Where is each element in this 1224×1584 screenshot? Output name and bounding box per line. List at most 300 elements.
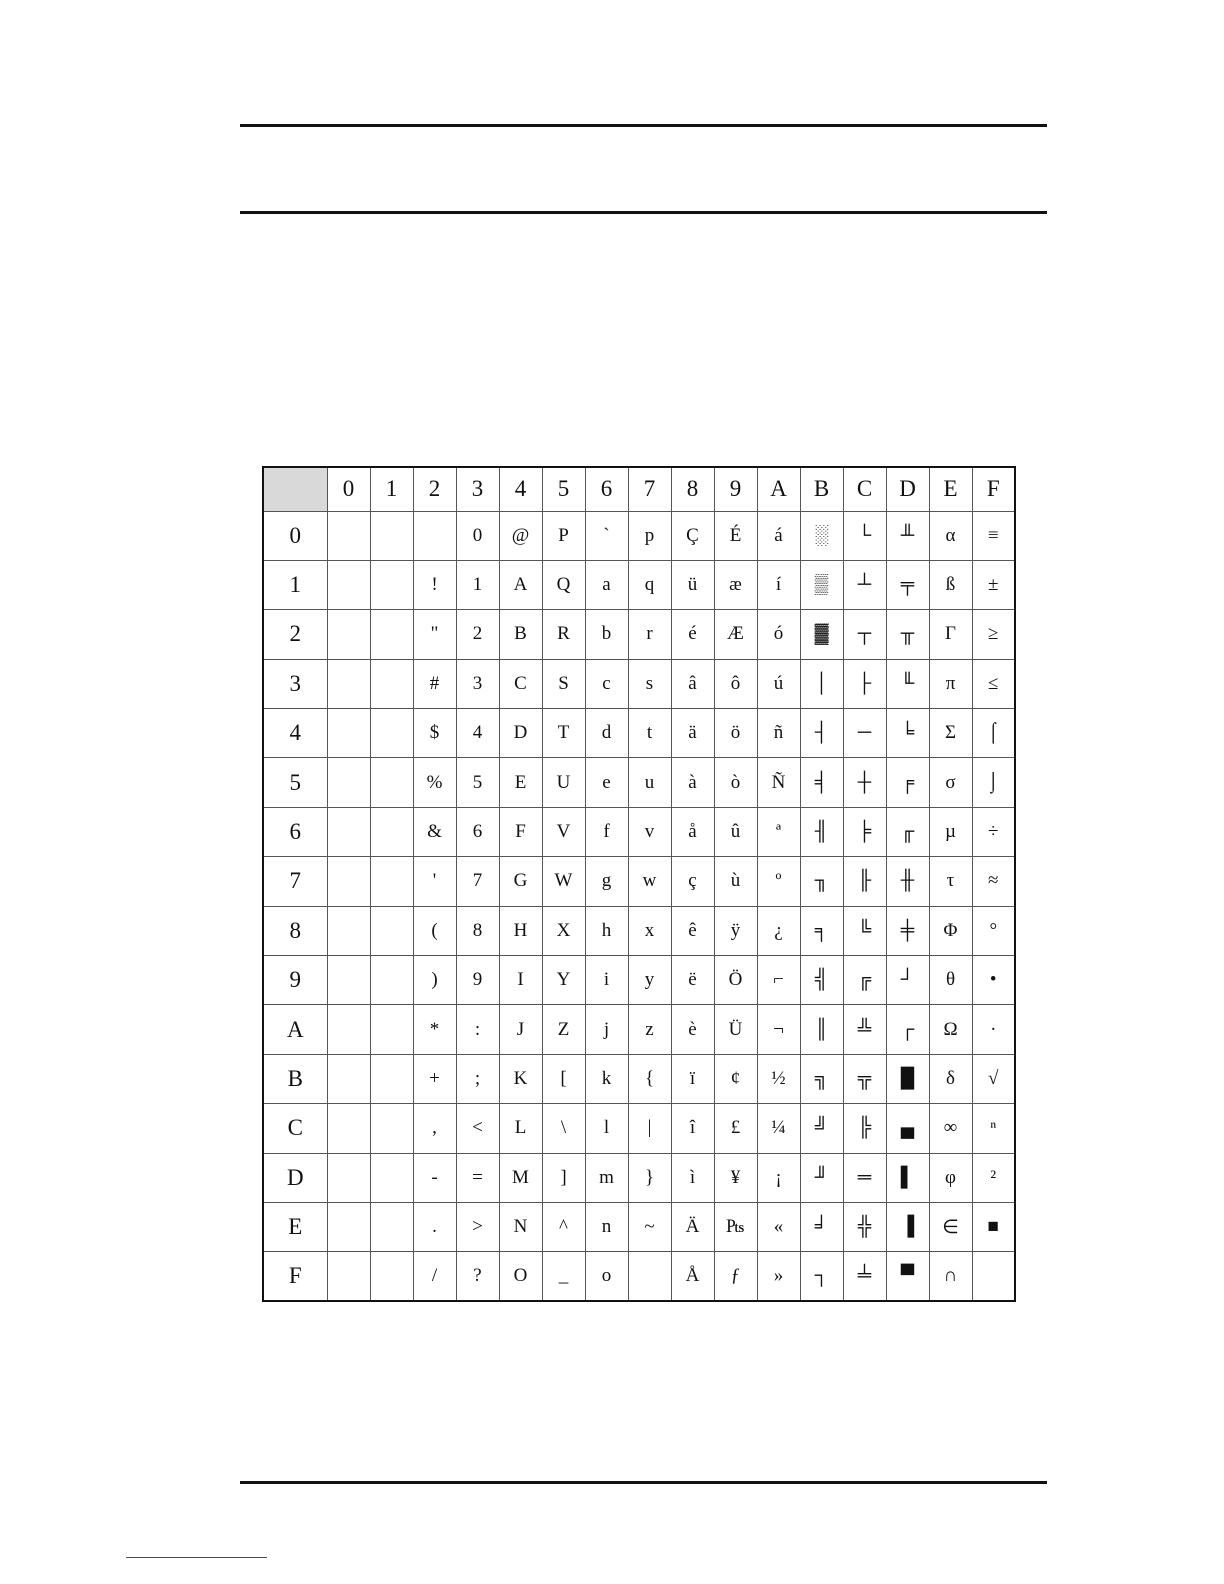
char-cell: ╝ [800,1104,843,1153]
char-cell: 5 [456,758,499,807]
char-cell: E [499,758,542,807]
column-header: 0 [327,467,370,511]
char-cell: L [499,1104,542,1153]
char-cell: ⌠ [972,709,1015,758]
char-cell [327,1054,370,1103]
char-cell: ╜ [800,1153,843,1202]
char-cell: { [628,1054,671,1103]
char-cell [370,610,413,659]
char-cell: 2 [456,610,499,659]
char-cell: ▐ [886,1202,929,1251]
table-row [263,709,1015,758]
char-cell: @ [499,511,542,560]
char-cell: ╔ [843,956,886,1005]
table-row [263,1252,1015,1301]
char-cell: ╓ [886,807,929,856]
char-cell: ┬ [843,610,886,659]
char-cell: ▄ [886,1104,929,1153]
char-cell: P [542,511,585,560]
char-cell: ½ [757,1054,800,1103]
char-cell: ò [714,758,757,807]
char-cell: √ [972,1054,1015,1103]
char-cell [327,1252,370,1301]
column-header: 2 [413,467,456,511]
char-cell [370,758,413,807]
char-cell [628,1252,671,1301]
char-cell: ü [671,560,714,609]
row-header: 7 [263,857,327,906]
char-cell: f [585,807,628,856]
char-cell: r [628,610,671,659]
char-cell: ° [972,906,1015,955]
char-cell: ╡ [800,758,843,807]
char-cell: / [413,1252,456,1301]
char-cell: y [628,956,671,1005]
row-header: 8 [263,906,327,955]
char-cell: ó [757,610,800,659]
table-row [263,1104,1015,1153]
char-cell: ä [671,709,714,758]
char-cell: ╩ [843,1005,886,1054]
char-cell: ╬ [843,1202,886,1251]
char-cell: ╒ [886,758,929,807]
char-cell: 7 [456,857,499,906]
char-cell: º [757,857,800,906]
char-cell [370,1202,413,1251]
char-cell: p [628,511,671,560]
char-cell: } [628,1153,671,1202]
char-cell [370,1005,413,1054]
char-cell: ù [714,857,757,906]
char-cell: Z [542,1005,585,1054]
character-code-table [262,466,1016,1302]
char-cell [370,560,413,609]
char-cell: H [499,906,542,955]
char-cell: I [499,956,542,1005]
table-row [263,857,1015,906]
char-cell: ┘ [886,956,929,1005]
top-rule [240,124,1047,127]
char-cell [370,956,413,1005]
char-cell: è [671,1005,714,1054]
char-cell: S [542,659,585,708]
char-cell [370,906,413,955]
char-cell: Y [542,956,585,1005]
char-cell: X [542,906,585,955]
row-header: C [263,1104,327,1153]
char-cell: Ä [671,1202,714,1251]
char-cell: ì [671,1153,714,1202]
char-cell: Ñ [757,758,800,807]
char-cell: ≤ [972,659,1015,708]
char-cell: M [499,1153,542,1202]
char-cell [327,1202,370,1251]
char-cell: = [456,1153,499,1202]
char-cell [972,1252,1015,1301]
char-cell: & [413,807,456,856]
char-cell: ▒ [800,560,843,609]
char-cell: 8 [456,906,499,955]
table-row [263,1202,1015,1251]
column-header: B [800,467,843,511]
row-header: 3 [263,659,327,708]
char-cell: ∞ [929,1104,972,1153]
char-cell: k [585,1054,628,1103]
char-cell: τ [929,857,972,906]
char-cell: e [585,758,628,807]
footer-link-underline [126,1557,267,1558]
char-cell: ñ [757,709,800,758]
row-header: A [263,1005,327,1054]
char-cell: ƒ [714,1252,757,1301]
char-cell [370,659,413,708]
char-cell: æ [714,560,757,609]
char-cell: ─ [843,709,886,758]
char-cell: c [585,659,628,708]
char-cell: N [499,1202,542,1251]
char-cell: ║ [800,1005,843,1054]
char-cell: # [413,659,456,708]
char-cell: ¼ [757,1104,800,1153]
char-cell: â [671,659,714,708]
char-cell: σ [929,758,972,807]
char-cell: ╖ [800,857,843,906]
char-cell: ╞ [843,807,886,856]
row-header: F [263,1252,327,1301]
char-cell [327,560,370,609]
char-cell: ╫ [886,857,929,906]
char-cell: ╤ [886,560,929,609]
char-cell [327,610,370,659]
char-cell: < [456,1104,499,1153]
char-cell: ╧ [843,1252,886,1301]
column-header: 9 [714,467,757,511]
char-cell: ² [972,1153,1015,1202]
char-cell: x [628,906,671,955]
char-cell: ? [456,1252,499,1301]
char-cell: l [585,1104,628,1153]
char-cell: ▓ [800,610,843,659]
char-cell: à [671,758,714,807]
char-cell: m [585,1153,628,1202]
row-header: D [263,1153,327,1202]
table-row [263,1005,1015,1054]
char-cell: [ [542,1054,585,1103]
char-cell: ┐ [800,1252,843,1301]
char-cell: ≥ [972,610,1015,659]
char-cell: Q [542,560,585,609]
column-header: 4 [499,467,542,511]
row-header: 6 [263,807,327,856]
row-header: 2 [263,610,327,659]
char-cell: « [757,1202,800,1251]
char-cell: ( [413,906,456,955]
char-cell: ┤ [800,709,843,758]
char-cell: ═ [843,1153,886,1202]
char-cell: z [628,1005,671,1054]
char-cell: a [585,560,628,609]
char-cell [370,1104,413,1153]
char-cell: π [929,659,972,708]
header-rule [240,211,1047,214]
char-cell [327,906,370,955]
row-header: E [263,1202,327,1251]
char-cell: ╕ [800,906,843,955]
char-cell: V [542,807,585,856]
char-cell: U [542,758,585,807]
char-cell: \ [542,1104,585,1153]
table-row [263,511,1015,560]
column-header: A [757,467,800,511]
char-cell: , [413,1104,456,1153]
char-cell: ╟ [843,857,886,906]
row-header: 4 [263,709,327,758]
row-header: B [263,1054,327,1103]
char-cell: C [499,659,542,708]
char-cell: ∩ [929,1252,972,1301]
char-cell [327,857,370,906]
char-cell [370,1153,413,1202]
char-cell: ¡ [757,1153,800,1202]
char-cell: B [499,610,542,659]
char-cell: t [628,709,671,758]
char-cell: Φ [929,906,972,955]
char-cell: h [585,906,628,955]
char-cell: ╢ [800,807,843,856]
char-cell: Æ [714,610,757,659]
column-header: 6 [585,467,628,511]
char-cell: µ [929,807,972,856]
char-cell [327,511,370,560]
char-cell [327,659,370,708]
column-header-row [263,467,1015,511]
char-cell: ± [972,560,1015,609]
char-cell: ÿ [714,906,757,955]
char-cell: K [499,1054,542,1103]
char-cell: ú [757,659,800,708]
char-cell: > [456,1202,499,1251]
row-header: 1 [263,560,327,609]
char-cell: R [542,610,585,659]
char-cell: ) [413,956,456,1005]
table-row [263,659,1015,708]
char-cell: Å [671,1252,714,1301]
char-cell: á [757,511,800,560]
char-cell: ; [456,1054,499,1103]
char-cell: û [714,807,757,856]
table-row [263,1153,1015,1202]
char-cell: ¥ [714,1153,757,1202]
char-cell: ¢ [714,1054,757,1103]
char-cell: ë [671,956,714,1005]
char-cell: ` [585,511,628,560]
char-cell: · [972,1005,1015,1054]
char-cell: Ö [714,956,757,1005]
char-cell: ⌐ [757,956,800,1005]
char-cell: ⌡ [972,758,1015,807]
row-header: 0 [263,511,327,560]
column-header: 1 [370,467,413,511]
char-cell: i [585,956,628,1005]
char-cell [327,807,370,856]
char-cell: ! [413,560,456,609]
char-cell: g [585,857,628,906]
char-cell: ^ [542,1202,585,1251]
char-cell: ▀ [886,1252,929,1301]
char-cell: 4 [456,709,499,758]
row-header: 9 [263,956,327,1005]
char-cell: ~ [628,1202,671,1251]
column-header: E [929,467,972,511]
char-cell: ' [413,857,456,906]
char-cell: 9 [456,956,499,1005]
char-cell: 3 [456,659,499,708]
char-cell: ≈ [972,857,1015,906]
column-header: F [972,467,1015,511]
char-cell: ≡ [972,511,1015,560]
char-cell: F [499,807,542,856]
table-row [263,1054,1015,1103]
row-header: 5 [263,758,327,807]
char-cell: ┼ [843,758,886,807]
char-cell: Ü [714,1005,757,1054]
char-cell: j [585,1005,628,1054]
char-cell [370,857,413,906]
char-cell [413,511,456,560]
char-cell [327,1104,370,1153]
table-row [263,560,1015,609]
char-cell: • [972,956,1015,1005]
table-row [263,956,1015,1005]
char-cell: ╣ [800,956,843,1005]
char-cell: J [499,1005,542,1054]
char-cell: ⁿ [972,1104,1015,1153]
column-header: D [886,467,929,511]
char-cell: ╛ [800,1202,843,1251]
char-cell: ░ [800,511,843,560]
char-cell: í [757,560,800,609]
char-cell: █ [886,1054,929,1103]
char-cell: ├ [843,659,886,708]
char-cell: ╦ [843,1054,886,1103]
char-cell: ■ [972,1202,1015,1251]
char-cell: ÷ [972,807,1015,856]
char-cell: : [456,1005,499,1054]
char-cell: ¿ [757,906,800,955]
column-header: 5 [542,467,585,511]
char-cell: é [671,610,714,659]
char-cell: + [413,1054,456,1103]
char-cell: Ω [929,1005,972,1054]
char-cell [370,807,413,856]
char-cell: v [628,807,671,856]
char-cell: ¬ [757,1005,800,1054]
char-cell: % [413,758,456,807]
char-cell: d [585,709,628,758]
table-row [263,906,1015,955]
char-cell: ₧ [714,1202,757,1251]
char-cell: θ [929,956,972,1005]
char-cell: └ [843,511,886,560]
char-cell [327,1005,370,1054]
char-cell: │ [800,659,843,708]
char-cell: δ [929,1054,972,1103]
char-cell: ╪ [886,906,929,955]
char-cell: w [628,857,671,906]
char-cell: ö [714,709,757,758]
char-cell: ╨ [886,511,929,560]
char-cell: ß [929,560,972,609]
char-cell: 0 [456,511,499,560]
char-cell: ╙ [886,659,929,708]
char-cell [370,709,413,758]
char-cell: ╘ [886,709,929,758]
char-cell: b [585,610,628,659]
char-cell: ┴ [843,560,886,609]
char-cell [327,956,370,1005]
char-cell: ∈ [929,1202,972,1251]
char-cell: ] [542,1153,585,1202]
char-cell: Γ [929,610,972,659]
char-cell: o [585,1252,628,1301]
table-row [263,807,1015,856]
char-cell: φ [929,1153,972,1202]
char-cell: ╥ [886,610,929,659]
char-cell [327,709,370,758]
char-cell: . [413,1202,456,1251]
column-header: 8 [671,467,714,511]
table-corner [263,467,327,511]
char-cell: ï [671,1054,714,1103]
char-cell: α [929,511,972,560]
char-cell: A [499,560,542,609]
table-row [263,610,1015,659]
char-cell: u [628,758,671,807]
char-cell: £ [714,1104,757,1153]
char-cell [370,511,413,560]
char-cell: î [671,1104,714,1153]
char-cell [370,1054,413,1103]
char-cell: ╠ [843,1104,886,1153]
char-cell: * [413,1005,456,1054]
char-cell: Ç [671,511,714,560]
char-cell: | [628,1104,671,1153]
char-cell: T [542,709,585,758]
table-row [263,758,1015,807]
char-cell [327,758,370,807]
column-header: 7 [628,467,671,511]
column-header: 3 [456,467,499,511]
char-cell: O [499,1252,542,1301]
char-cell [327,1153,370,1202]
char-cell [370,1252,413,1301]
char-cell: ª [757,807,800,856]
char-cell: q [628,560,671,609]
char-cell: G [499,857,542,906]
char-cell: É [714,511,757,560]
char-cell: ┌ [886,1005,929,1054]
char-cell: ╚ [843,906,886,955]
char-cell: ╗ [800,1054,843,1103]
char-cell: s [628,659,671,708]
footer-rule [240,1481,1047,1484]
char-cell: - [413,1153,456,1202]
char-cell: ▌ [886,1153,929,1202]
char-cell: _ [542,1252,585,1301]
char-cell: ê [671,906,714,955]
char-cell: Σ [929,709,972,758]
char-cell: å [671,807,714,856]
